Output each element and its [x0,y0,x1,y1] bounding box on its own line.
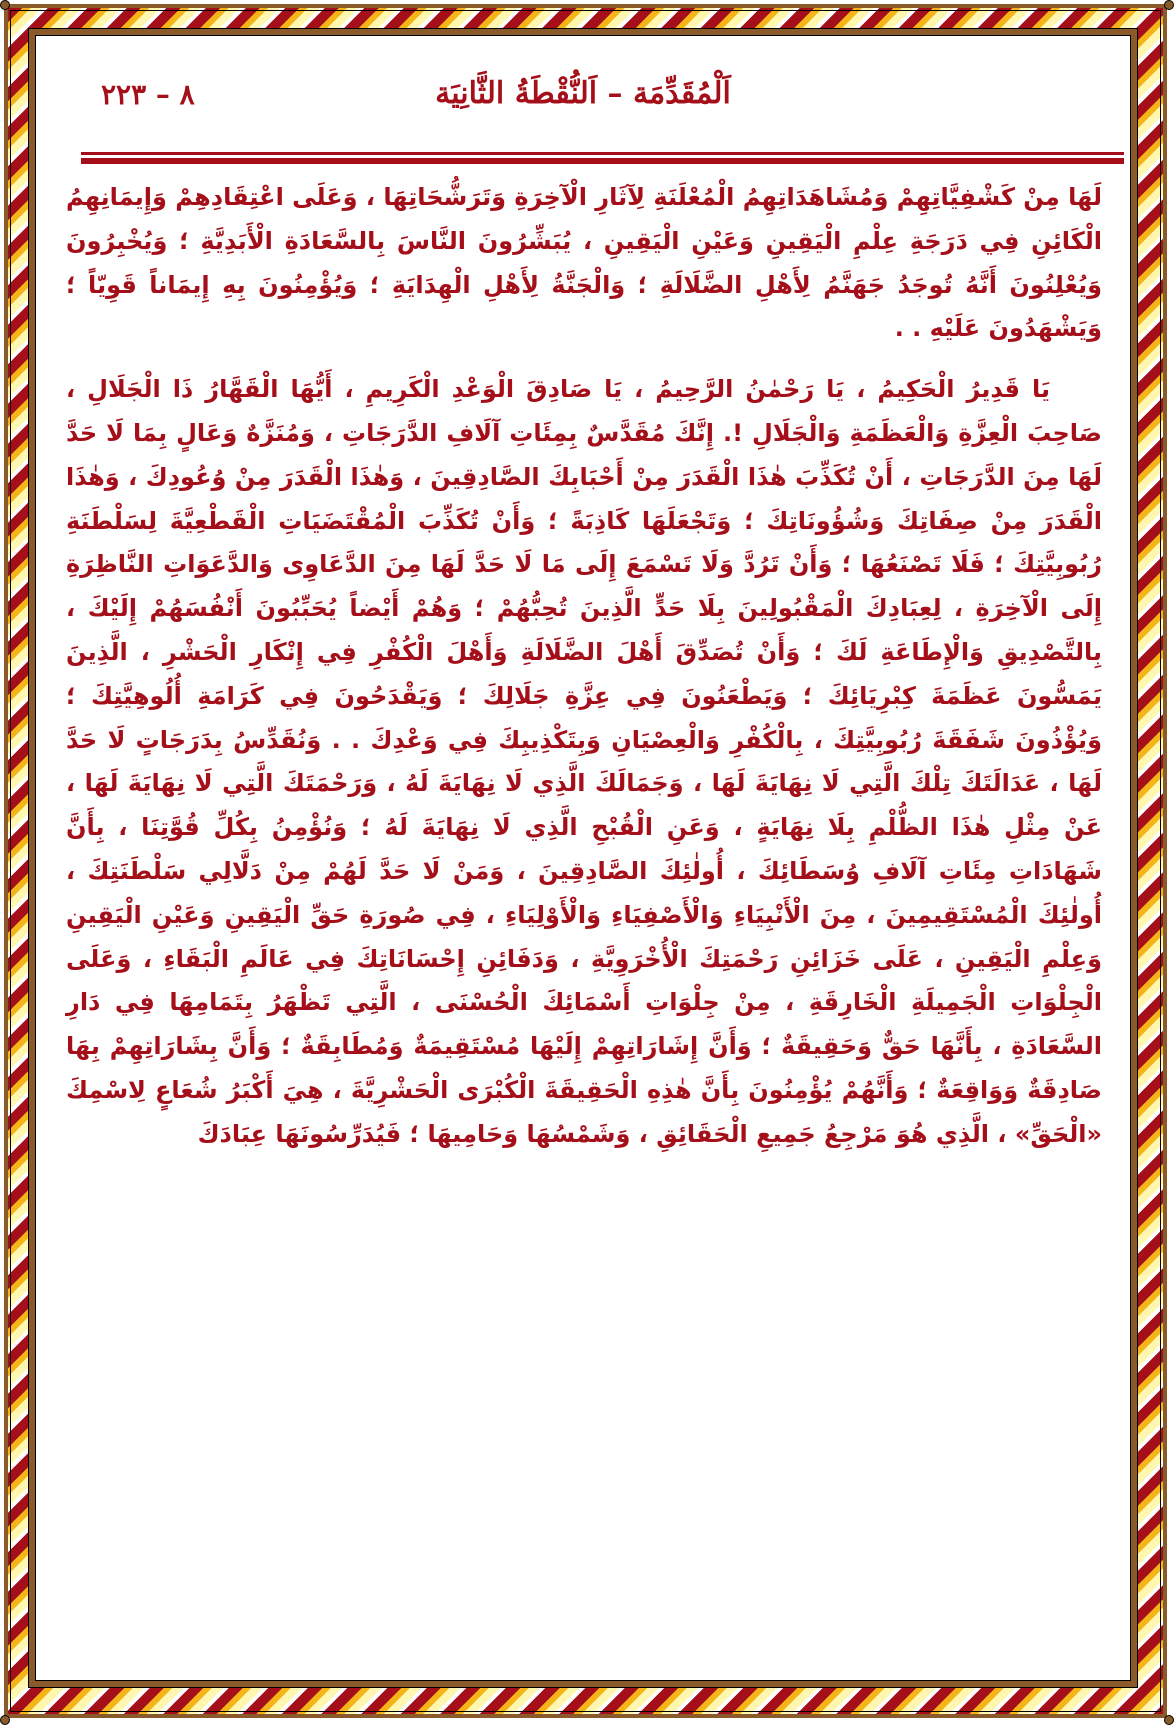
paragraph: يَا قَدِيرُ الْحَكِيمُ ، يَا رَحْمٰنُ الرَّحِيمُ ، يَا صَادِقَ الْوَعْدِ الْكَرِيمِ ، أَيُّهَا الْقَهَّارُ ذَا الْجَلَالِ ، صَاحِبَ الْعِزَّةِ وَالْعَظَمَةِ وَالْجَلَالِ !. إِنَّكَ مُقَدَّسٌ بِمِئَاتِ آلَافِ الدَّرَجَاتِ ، وَمُنَزَّهٌ وَعَالٍ بِمَا لَا حَدَّ لَهَا مِنَ الدَّرَجَاتِ ، أَنْ تُكَذِّبَ هٰذَا الْقَدَرَ مِنْ أَحْبَابِكَ الصَّادِقِينَ ، وَهٰذَا الْقَدَرَ مِنْ وُعُودِكَ ، وَهٰذَا الْقَدَرَ مِنْ صِفَاتِكَ وَشُؤُونَاتِكَ ؛ وَتَجْعَلَهَا كَاذِبَةً ؛ وَأَنْ تُكَذِّبَ الْمُقْتَضَيَاتِ الْقَطْعِيَّةَ لِسَلْطَنَةِ رُبُوبِيَّتِكَ ؛ فَلَا تَصْنَعُهَا ؛ وَأَنْ تَرُدَّ وَلَا تَسْمَعَ إِلَى مَا لَا حَدَّ لَهَا مِنَ الدَّعَاوِى وَالدَّعَوَاتِ النَّاظِرَةِ إِلَى الْآخِرَةِ ، لِعِبَادِكَ الْمَقْبُولِينَ بِلَا حَدٍّ الَّذِينَ تُحِبُّهُمْ ؛ وَهُمْ أَيْضاً يُحَبِّبُونَ أَنْفُسَهُمْ إِلَيْكَ ، بِالتَّصْدِيقِ وَالْإِطَاعَةِ لَكَ ؛ وَأَنْ تُصَدِّقَ أَهْلَ الضَّلَالَةِ وَأَهْلَ الْكُفْرِ فِي إِنْكَارِ الْحَشْرِ ، الَّذِينَ يَمَسُّونَ عَظَمَةَ كِبْرِيَائِكَ ؛ وَيَطْعَنُونَ فِي عِزَّةِ جَلَالِكَ ؛ وَيَقْدَحُونَ فِي كَرَامَةِ أُلُوهِيَّتِكَ ؛ وَيُؤْذُونَ شَفَقَةَ رُبُوبِيَّتِكَ ، بِالْكُفْرِ وَالْعِصْيَانِ وَبِتَكْذِيبِكَ فِي وَعْدِكَ . . وَنُقَدِّسُ بِدَرَجَاتٍ لَا حَدَّ لَهَا ، عَدَالَتَكَ تِلْكَ الَّتِي لَا نِهَايَةَ لَهَا ، وَجَمَالَكَ الَّذِي لَا نِهَايَةَ لَهُ ، وَرَحْمَتَكَ الَّتِي لَا نِهَايَةَ لَهَا ، عَنْ مِثْلِ هٰذَا الظُّلْمِ بِلَا نِهَايَةٍ ، وَعَنِ الْقُبْحِ الَّذِي لَا نِهَايَةَ لَهُ ؛ وَنُؤْمِنُ بِكُلِّ قُوَّتِنَا ، بِأَنَّ شَهَادَاتِ مِئَاتِ آلَافِ وُسَطَائِكَ ، أُولٰئِكَ الصَّادِقِينَ ، وَمَنْ لَا حَدَّ لَهُمْ مِنْ دَلَّالِي سَلْطَنَتِكَ ، أُولٰئِكَ الْمُسْتَقِيمِينَ ، مِنَ الْأَنْبِيَاءِ وَالْأَصْفِيَاءِ وَالْأَوْلِيَاءِ ، فِي صُورَةِ حَقِّ الْيَقِينِ وَعَيْنِ الْيَقِينِ وَعِلْمِ الْيَقِينِ ، عَلَى خَزَائِنِ رَحْمَتِكَ الْأُخْرَوِيَّةِ ، وَدَفَائِنِ إِحْسَانَاتِكَ فِي عَالَمِ الْبَقَاءِ ، وَعَلَى الْجِلْوَاتِ الْجَمِيلَةِ الْخَارِقَةِ ، مِنْ جِلْوَاتِ أَسْمَائِكَ الْحُسْنَى ، الَّتِي تَظْهَرُ بِتَمَامِهَا فِي دَارِ السَّعَادَةِ ، بِأَنَّهَا حَقٌّ وَحَقِيقَةٌ ؛ وَأَنَّ إِشَارَاتِهِمْ إِلَيْهَا مُسْتَقِيمَةٌ وَمُطَابِقَةٌ ؛ وَأَنَّ بِشَارَاتِهِمْ بِهَا صَادِقَةٌ وَوَاقِعَةٌ ؛ وَأَنَّهُمْ يُؤْمِنُونَ بِأَنَّ هٰذِهِ الْحَقِيقَةَ الْكُبْرَى الْحَشْرِيَّةَ ، هِيَ أَكْبَرُ شُعَاعٍ لِاسْمِكَ «الْحَقِّ» ، الَّذِي هُوَ مَرْجِعُ جَمِيعِ الْحَقَائِقِ ، وَشَمْسُهَا وَحَامِيهَا ؛ فَيُدَرِّسُونَهَا عِبَادَكَ [66,375,1102,1148]
paragraph: لَهَا مِنْ كَشْفِيَّاتِهِمْ وَمُشَاهَدَاتِهِمُ الْمُعْلَنَةِ لِآثَارِ الْآخِرَةِ وَتَرَشُّحَاتِهَا ، وَعَلَى اعْتِقَادِهِمْ وَإِيمَانِهِمُ الْكَائِنِ فِي دَرَجَةِ عِلْمِ الْيَقِينِ وَعَيْنِ الْيَقِينِ ، يُبَشِّرُونَ النَّاسَ بِالسَّعَادَةِ الْأَبَدِيَّةِ ؛ وَيُخْبِرُونَ وَيُعْلِنُونَ أَنَّهُ تُوجَدُ جَهَنَّمُ لِأَهْلِ الضَّلَالَةِ ؛ وَالْجَنَّةُ لِأَهْلِ الْهِدَايَةِ ؛ وَيُؤْمِنُونَ بِهِ إِيمَاناً قَوِيّاً ؛ وَيَشْهَدُونَ عَلَيْهِ . . [66,183,1102,343]
corner-ornament-top-right [1164,0,1174,10]
page-header [71,76,1095,136]
body-text [66,176,1102,1157]
header-rule-thin [81,152,1124,155]
header-rule-thick [81,158,1124,164]
corner-ornament-bottom-left [0,1715,10,1725]
section-title: اَلْمُقَدِّمَة – اَلنُّقْطَةُ الثَّانِيَة [435,76,731,111]
corner-ornament-top-left [0,0,10,10]
page-reference: ٨ – ٢٢٣ [101,78,195,111]
corner-ornament-bottom-right [1164,1715,1174,1725]
page-content [35,35,1131,1681]
